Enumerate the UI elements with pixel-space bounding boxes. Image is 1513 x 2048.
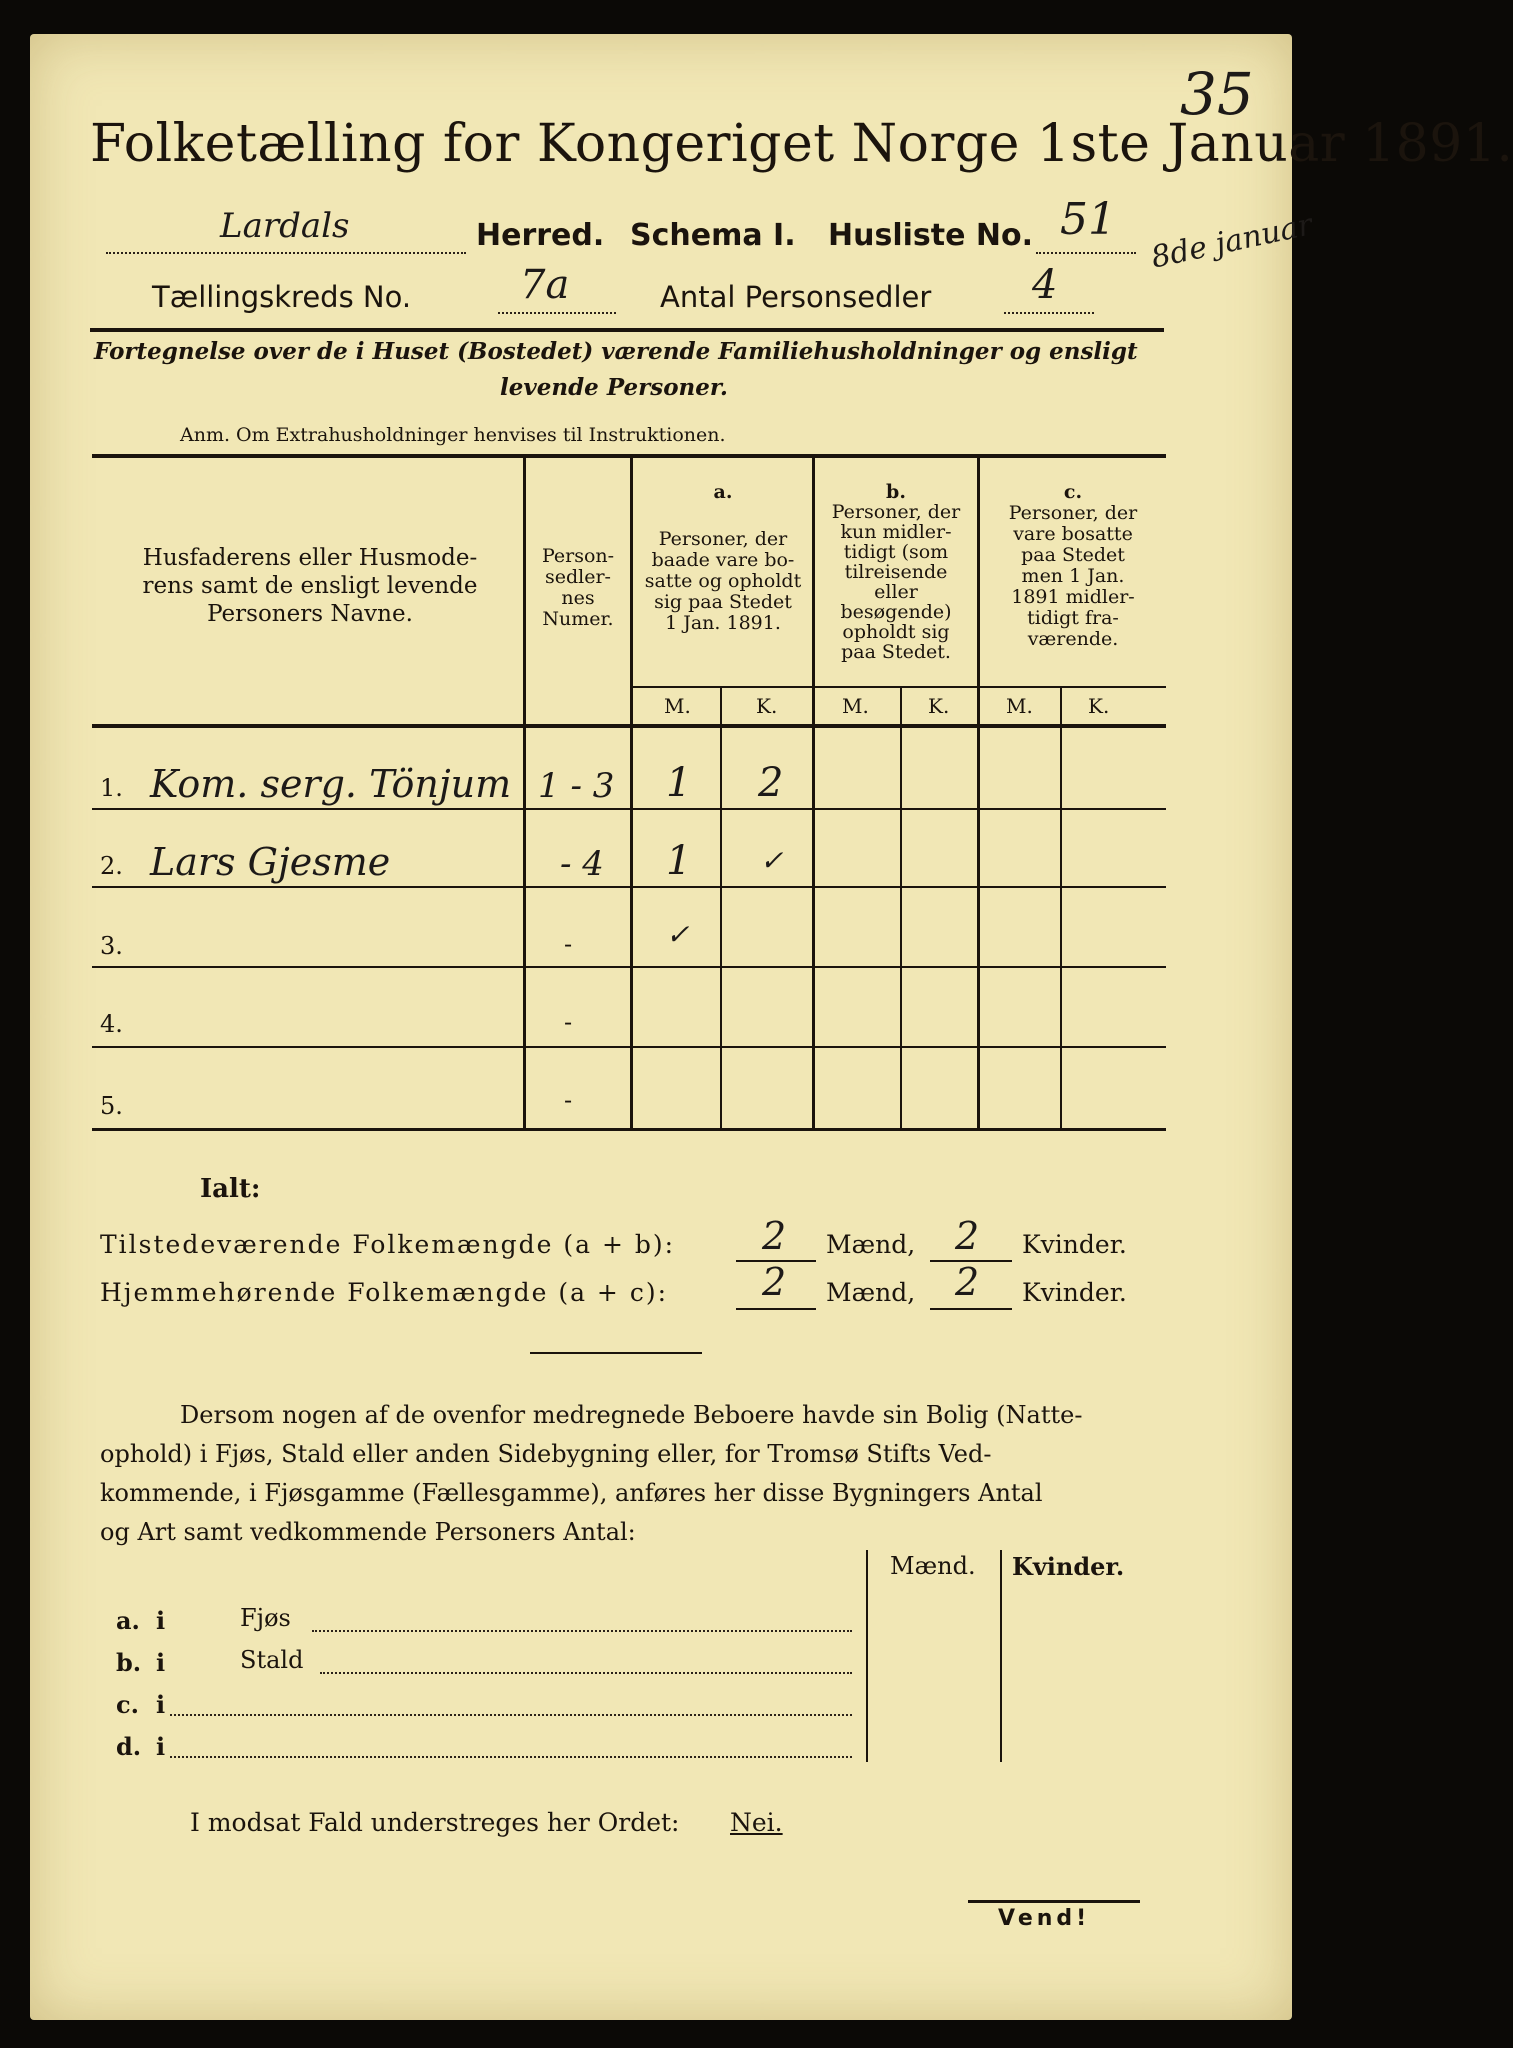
- col-letter: b.: [886, 481, 906, 503]
- building-prep: i: [156, 1732, 166, 1761]
- col-divider: [1060, 686, 1062, 1128]
- row-sedler: -: [564, 1086, 573, 1114]
- header-line: Personer, der: [658, 528, 788, 550]
- tilstede-label: Tilstedeværende Folkemængde (a + b):: [100, 1230, 676, 1259]
- tilstede-m-value: 2: [762, 1214, 787, 1258]
- header-line: Person-: [541, 545, 615, 567]
- header-line: tilreisende: [844, 561, 948, 583]
- row-rule: [92, 1046, 1166, 1048]
- header-line: 1891 midler-: [1011, 586, 1135, 608]
- page-number-annotation: 35: [1180, 60, 1254, 128]
- row-name: Kom. serg. Tönjum: [150, 762, 512, 806]
- header-line: paa Stedet: [1021, 544, 1125, 566]
- a-k-label: K.: [756, 694, 778, 718]
- hjemme-k-value: 2: [955, 1260, 980, 1304]
- header-line: eller: [874, 581, 918, 603]
- para-line: Dersom nogen af de ovenfor medregnede Beboere havde sin Bolig (Natte-: [180, 1401, 1083, 1429]
- row-number: 2.: [100, 852, 123, 880]
- col-c-header: [980, 482, 1166, 650]
- buildings-paragraph: [100, 1396, 1176, 1552]
- hjemme-maend: Mænd,: [826, 1278, 916, 1307]
- row-a-m: ✓: [666, 918, 690, 951]
- b-k-label: K.: [928, 694, 950, 718]
- row-a-m: 1: [666, 838, 692, 884]
- tilstede-maend: Mænd,: [826, 1230, 916, 1259]
- a-m-label: M.: [664, 694, 691, 718]
- antal-label: Antal Personsedler: [660, 280, 932, 314]
- hjemme-label: Hjemmehørende Folkemængde (a + c):: [100, 1278, 668, 1307]
- table-bottom-rule: [92, 1128, 1166, 1131]
- row-number: 1.: [100, 774, 123, 802]
- col-b-header: [814, 482, 978, 662]
- header-line: sig paa Stedet: [654, 591, 792, 613]
- b-m-label: M.: [842, 694, 869, 718]
- antal-value: 4: [1032, 262, 1058, 308]
- building-dotted-line: [320, 1662, 852, 1674]
- header-line: værende.: [1027, 628, 1119, 650]
- modsat-text: I modsat Fald understreges her Ordet:: [190, 1808, 680, 1837]
- vend-label: Vend!: [998, 1906, 1091, 1931]
- hjemme-k-line: [930, 1308, 1012, 1310]
- building-letter: b.: [116, 1648, 142, 1677]
- ialt-label: Ialt:: [200, 1174, 261, 1204]
- header-line: men 1 Jan.: [1021, 565, 1125, 587]
- row-a-k: ✓: [760, 844, 784, 877]
- header-divider: [90, 328, 1164, 332]
- tilstede-kvinder: Kvinder.: [1022, 1230, 1127, 1259]
- buildings-col-divider: [1000, 1550, 1002, 1762]
- building-label: Stald: [240, 1646, 304, 1674]
- row-rule: [92, 808, 1166, 810]
- col-divider: [720, 686, 722, 1128]
- header-line: Personer, der: [1008, 502, 1138, 524]
- row-sedler: -: [564, 1008, 573, 1036]
- buildings-col-divider: [866, 1550, 868, 1762]
- header-line: Husfaderens eller Husmode-: [142, 545, 478, 571]
- herred-label: Herred.: [476, 218, 605, 253]
- table-top-rule: [92, 454, 1166, 458]
- col-divider: [900, 686, 902, 1128]
- para-line: kommende, i Fjøsgamme (Fællesgamme), anføres her disse Bygningers Antal: [100, 1479, 1043, 1507]
- census-form-page: [30, 34, 1513, 2020]
- col-letter: a.: [713, 481, 733, 503]
- nei-word: Nei.: [730, 1808, 783, 1837]
- header-line: sedler-: [545, 566, 611, 588]
- row-sedler: -: [564, 930, 573, 958]
- row-number: 5.: [100, 1092, 123, 1120]
- section-separator: [530, 1352, 702, 1354]
- header-line: nes: [561, 587, 595, 609]
- header-line: satte og opholdt: [644, 570, 802, 592]
- header-line: besøgende): [840, 601, 952, 623]
- header-line: vare bosatte: [1013, 523, 1133, 545]
- header-line: paa Stedet.: [841, 641, 951, 663]
- row-number: 3.: [100, 932, 123, 960]
- tilstede-k-value: 2: [955, 1214, 980, 1258]
- form-title: Folketælling for Kongeriget Norge 1ste Januar 1891.: [90, 114, 1513, 174]
- header-line: rens samt de ensligt levende: [142, 573, 478, 599]
- buildings-maend-header: Mænd.: [890, 1552, 976, 1580]
- row-number: 4.: [100, 1010, 123, 1038]
- schema-label: Schema I.: [630, 218, 796, 253]
- col-a-header: [633, 482, 813, 634]
- row-a-m: 1: [666, 760, 692, 806]
- herred-value: Lardals: [220, 206, 350, 246]
- building-dotted-line: [170, 1746, 852, 1758]
- col-name-header: [100, 544, 520, 628]
- husliste-value: 51: [1060, 194, 1116, 245]
- header-line: Personers Navne.: [207, 601, 413, 627]
- intro-line-2: levende Personer.: [500, 374, 728, 401]
- building-prep: i: [156, 1690, 166, 1719]
- row-a-k: 2: [758, 760, 784, 806]
- buildings-kvinder-header: Kvinder.: [1012, 1552, 1125, 1581]
- row-sedler: 1 - 3: [538, 766, 615, 806]
- hjemme-m-line: [736, 1308, 816, 1310]
- header-line: Numer.: [542, 608, 614, 630]
- row-name: Lars Gjesme: [150, 840, 391, 884]
- hjemme-m-value: 2: [762, 1260, 787, 1304]
- building-letter: d.: [116, 1732, 142, 1761]
- building-letter: c.: [116, 1690, 139, 1719]
- husliste-label: Husliste No.: [828, 218, 1033, 253]
- mk-header-rule: [630, 686, 1166, 688]
- col-letter: c.: [1063, 481, 1083, 503]
- row-sedler: - 4: [560, 844, 604, 884]
- taellingskreds-label: Tællingskreds No.: [152, 280, 412, 314]
- table-header-bottom-rule: [92, 724, 1166, 728]
- row-rule: [92, 966, 1166, 968]
- building-label: Fjøs: [240, 1604, 291, 1632]
- building-prep: i: [156, 1606, 166, 1635]
- header-line: 1 Jan. 1891.: [665, 612, 781, 634]
- vend-rule: [968, 1900, 1140, 1903]
- header-line: opholdt sig: [842, 621, 950, 643]
- building-dotted-line: [312, 1620, 852, 1632]
- header-line: tidigt fra-: [1027, 607, 1119, 629]
- header-line: kun midler-: [840, 521, 952, 543]
- para-line: ophold) i Fjøs, Stald eller anden Sidebygning eller, for Tromsø Stifts Ved-: [100, 1440, 992, 1468]
- c-m-label: M.: [1006, 694, 1033, 718]
- col-num-header: [526, 546, 630, 630]
- hjemme-kvinder: Kvinder.: [1022, 1278, 1127, 1307]
- c-k-label: K.: [1088, 694, 1110, 718]
- header-line: tidigt (som: [843, 541, 949, 563]
- header-line: Personer, der: [831, 501, 961, 523]
- header-line: baade vare bo-: [651, 549, 795, 571]
- taellingskreds-value: 7a: [520, 262, 570, 308]
- side-note: 8de januar: [1148, 207, 1316, 276]
- building-letter: a.: [116, 1606, 140, 1635]
- row-rule: [92, 886, 1166, 888]
- intro-line-1: Fortegnelse over de i Huset (Bostedet) værende Familiehusholdninger og ensligt: [94, 338, 1138, 365]
- building-dotted-line: [170, 1704, 852, 1716]
- building-prep: i: [156, 1648, 166, 1677]
- anm-note: Anm. Om Extrahusholdninger henvises til Instruktionen.: [180, 424, 726, 446]
- para-line: og Art samt vedkommende Personers Antal:: [100, 1518, 636, 1546]
